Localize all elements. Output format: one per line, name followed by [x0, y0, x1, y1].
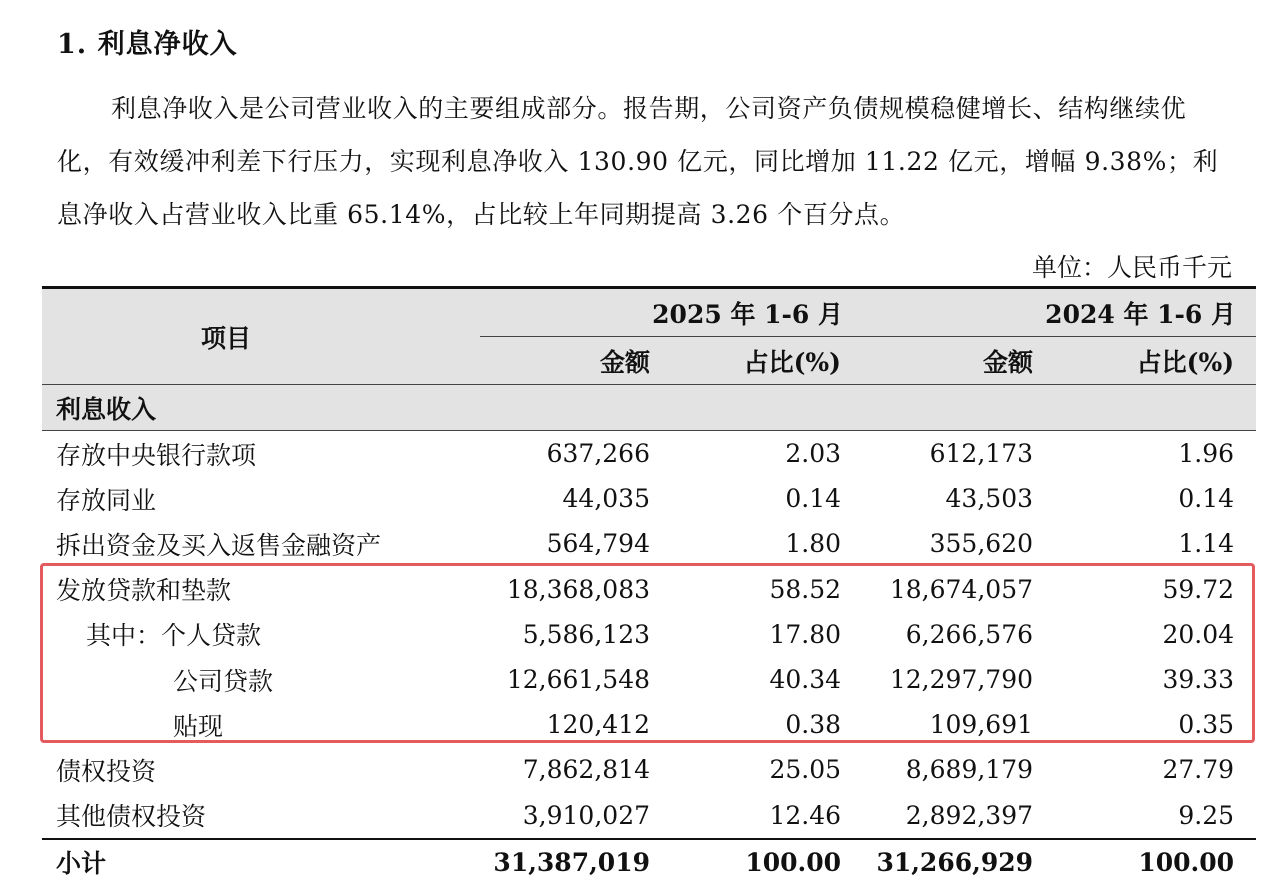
row-label: 公司贷款 — [173, 666, 274, 696]
ratio-2025: 58.52 — [769, 574, 842, 604]
row-label: 拆出资金及买入返售金融资产 — [56, 530, 382, 560]
table-row — [42, 747, 1256, 792]
amount-2024: 109,691 — [929, 710, 1034, 740]
ratio-2024: 39.33 — [1162, 665, 1235, 695]
row-label: 贴现 — [173, 711, 224, 741]
amount-2025: 120,412 — [546, 710, 650, 740]
section-label: 利息收入 — [42, 385, 1256, 431]
item-header: 项目 — [42, 288, 480, 385]
amount-2025: 7,862,814 — [522, 755, 650, 785]
total-ratio-2024: 100.00 — [1055, 839, 1256, 885]
amount-2025: 637,266 — [546, 439, 650, 469]
amount-2024: 8,689,179 — [905, 755, 1034, 785]
unit-note: 单位：人民币千元 — [1031, 253, 1232, 282]
ratio-2024: 20.04 — [1162, 619, 1235, 649]
intro-paragraph: 利息净收入是公司营业收入的主要组成部分。报告期，公司资产负债规模稳健增长、结构继续优化，有效缓冲利差下行压力，实现利息净收入 130.90 亿元，同比增加 11.22 亿元，增幅 9.38%；利息净收入占营业收入比重 65.14%，占比较上年同期提高 3.26 个百分点。 — [57, 94, 1219, 229]
total-label: 小计 — [42, 839, 480, 885]
ratio-2024: 1.14 — [1178, 529, 1235, 559]
amount-2025: 18,368,083 — [506, 574, 650, 604]
amount-2025: 12,661,548 — [506, 665, 650, 695]
ratio-2025-header: 占比(%) — [743, 347, 842, 377]
amount-2024: 612,173 — [929, 439, 1034, 469]
amount-2024: 12,297,790 — [889, 665, 1034, 695]
row-label: 债权投资 — [56, 756, 157, 786]
total-amount-2024: 31,266,929 — [863, 839, 1055, 885]
amount-2025-header: 金额 — [599, 347, 650, 377]
ratio-2025: 17.80 — [769, 619, 842, 649]
ratio-2024: 59.72 — [1162, 574, 1235, 604]
ratio-2025: 0.14 — [785, 484, 842, 514]
ratio-2024-header: 占比(%) — [1136, 347, 1235, 377]
table-row — [42, 793, 1256, 839]
amount-2025: 5,586,123 — [522, 619, 650, 649]
total-row — [42, 839, 1256, 885]
ratio-2025: 0.38 — [785, 710, 842, 740]
total-amount-2025: 31,387,019 — [480, 839, 672, 885]
amount-2024: 43,503 — [945, 484, 1034, 514]
ratio-2024: 9.25 — [1178, 800, 1235, 830]
period-2024-header: 2024 年 1-6 月 — [863, 288, 1256, 337]
amount-2024: 355,620 — [929, 529, 1034, 559]
row-label: 其他债权投资 — [56, 802, 207, 832]
section-row — [42, 385, 1256, 431]
ratio-2024: 27.79 — [1162, 755, 1235, 785]
ratio-2024: 0.35 — [1178, 710, 1235, 740]
table-row — [42, 567, 1256, 612]
table-row — [42, 431, 1256, 477]
amount-2025: 3,910,027 — [522, 800, 650, 830]
amount-2025: 44,035 — [562, 484, 650, 514]
total-ratio-2025: 100.00 — [672, 839, 863, 885]
amount-2024: 2,892,397 — [905, 800, 1034, 830]
ratio-2025: 12.46 — [769, 800, 842, 830]
table-row — [42, 612, 1256, 657]
ratio-2024: 1.96 — [1178, 439, 1235, 469]
ratio-2025: 25.05 — [769, 755, 842, 785]
period-2025-header: 2025 年 1-6 月 — [480, 288, 863, 337]
amount-2024: 18,674,057 — [889, 574, 1034, 604]
ratio-2024: 0.14 — [1178, 484, 1235, 514]
section-heading: 1. 利息净收入 — [57, 29, 238, 60]
table-row — [42, 476, 1256, 521]
ratio-2025: 40.34 — [769, 665, 842, 695]
table-row — [42, 521, 1256, 566]
ratio-2025: 1.80 — [785, 529, 842, 559]
ratio-2025: 2.03 — [785, 439, 842, 469]
interest-income-table — [42, 286, 1256, 885]
amount-2025: 564,794 — [546, 529, 650, 559]
amount-2024-header: 金额 — [983, 347, 1034, 377]
amount-2024: 6,266,576 — [905, 619, 1034, 649]
row-label: 存放同业 — [56, 485, 157, 515]
row-label: 发放贷款和垫款 — [56, 576, 232, 606]
row-label: 存放中央银行款项 — [56, 440, 257, 470]
table-row — [42, 657, 1256, 702]
table-row — [42, 702, 1256, 747]
row-label: 其中：个人贷款 — [86, 621, 262, 651]
